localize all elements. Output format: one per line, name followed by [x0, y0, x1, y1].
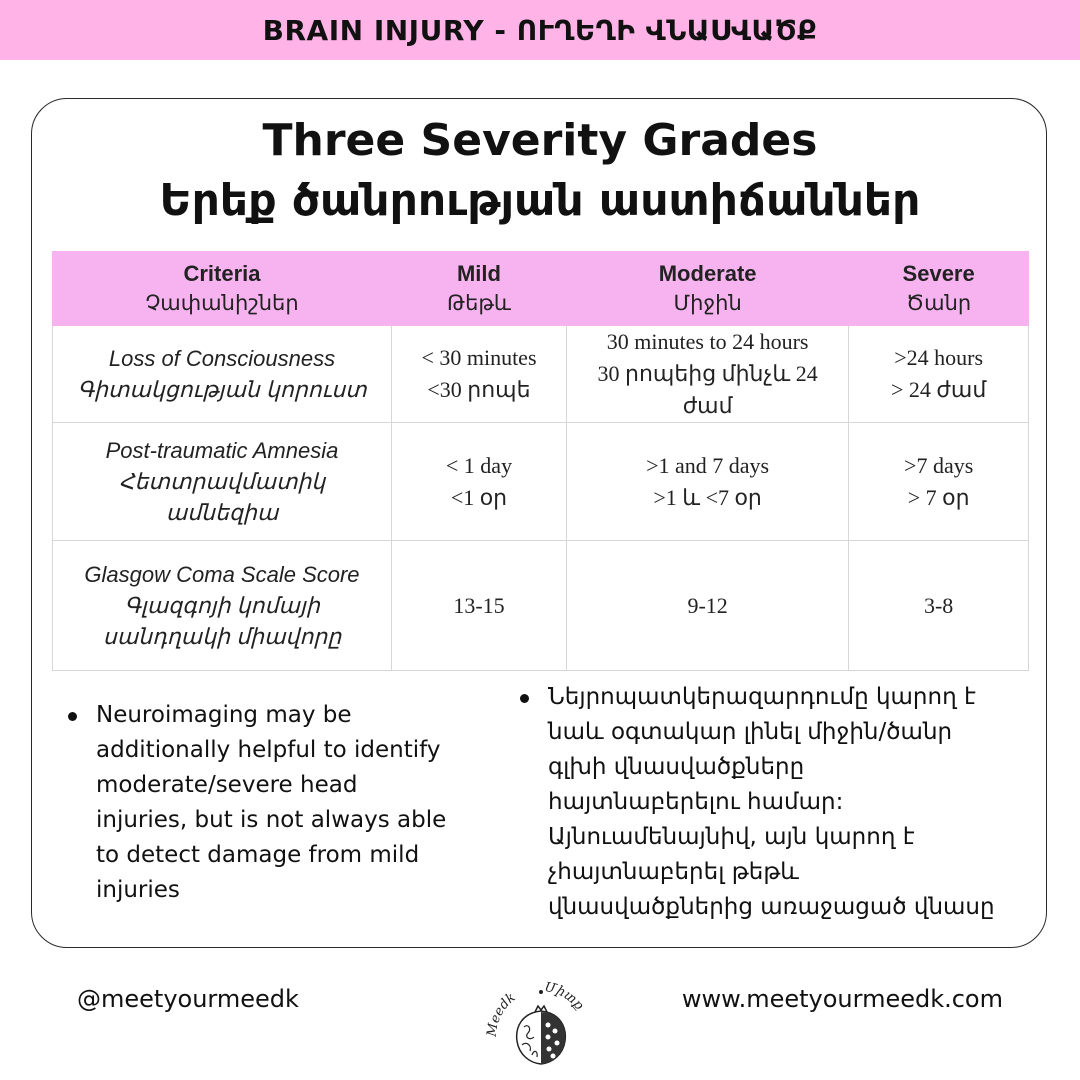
svg-text:Meedk	[484, 990, 518, 1039]
severe-cell	[849, 326, 1029, 423]
header-mild-en: Mild	[456, 260, 501, 286]
moderate-hy: >1 և <7 օր	[653, 484, 762, 510]
note-line: additionally helpful to identify	[96, 737, 441, 763]
criteria-hy-line1: Գլազգոյի կոմայի	[124, 593, 320, 618]
page-title-armenian: Երեք ծանրության աստիճաններ	[159, 175, 921, 226]
table-header-row	[53, 252, 1029, 326]
header-severe	[849, 252, 1029, 326]
svg-text:Միտք	[543, 980, 586, 1013]
note-line: գլխի վնասվածքները	[548, 754, 805, 780]
logo-dot	[539, 990, 543, 994]
meedk-logo	[482, 975, 600, 1067]
table-row	[53, 326, 1029, 423]
header-criteria-hy: Չափանիշներ	[145, 291, 299, 315]
moderate-cell	[566, 423, 848, 541]
note-line: injuries	[96, 877, 180, 903]
severe-cell	[849, 423, 1029, 541]
note-line: Neuroimaging may be	[96, 702, 352, 728]
header-moderate-en: Moderate	[658, 260, 757, 286]
criteria-cell	[53, 541, 392, 671]
note-armenian	[518, 680, 1018, 925]
severe-cell: 3-8	[849, 541, 1029, 671]
bullet-icon	[68, 712, 77, 721]
severity-table	[52, 251, 1029, 671]
moderate-cell	[566, 326, 848, 423]
moderate-en: 30 minutes to 24 hours	[606, 329, 809, 354]
note-line: Նեյրոպատկերազարդումը կարող է	[548, 684, 976, 710]
criteria-en: Post-traumatic Amnesia	[105, 438, 339, 463]
criteria-cell	[53, 423, 392, 541]
criteria-en: Glasgow Coma Scale Score	[84, 562, 360, 587]
mild-cell	[391, 423, 566, 541]
severe-hy: > 7 օր	[907, 484, 970, 510]
note-line: հայտնաբերելու համար:	[548, 789, 844, 815]
header-mild	[391, 252, 566, 326]
logo-text-right: Միտք	[543, 979, 587, 1014]
header-severe-hy: Ծանր	[906, 291, 972, 315]
criteria-hy-line2: սանդղակի միավորը	[102, 624, 342, 649]
banner-title: BRAIN INJURY - ՈՒՂԵՂԻ ՎՆԱՍՎԱԾՔ	[262, 13, 818, 47]
moderate-hy: 30 րոպեից մինչև 24 ժամ	[597, 361, 818, 418]
mild-cell	[391, 326, 566, 423]
criteria-hy: Հետտրավմատիկ ամնեզիա	[118, 469, 326, 525]
social-handle[interactable]: @meetyourmeedk	[77, 985, 299, 1013]
table-row	[53, 541, 1029, 671]
mild-en: < 1 day	[445, 452, 513, 478]
pomegranate-icon	[517, 1006, 566, 1064]
note-line: moderate/severe head	[96, 772, 358, 798]
bullet-icon	[520, 694, 529, 703]
top-banner	[0, 0, 1080, 60]
severe-en: >7 days	[904, 452, 974, 478]
header-moderate	[566, 252, 848, 326]
severe-hy: > 24 ժամ	[891, 377, 987, 402]
moderate-cell: 9-12	[566, 541, 848, 671]
header-criteria-en: Criteria	[183, 260, 261, 286]
criteria-hy: Գիտակցության կորուստ	[77, 377, 367, 402]
criteria-cell	[53, 326, 392, 423]
website-link[interactable]: www.meetyourmeedk.com	[681, 985, 1003, 1013]
mild-hy: <30 րոպե	[427, 377, 531, 402]
note-english	[66, 698, 496, 908]
note-line: վնասվածքներից առաջացած վնասը	[548, 894, 995, 920]
header-moderate-hy: Միջին	[673, 291, 742, 315]
moderate-en: >1 and 7 days	[646, 452, 770, 478]
header-severe-en: Severe	[902, 260, 975, 286]
header-criteria	[53, 252, 392, 326]
note-line: Այնուամենայնիվ, այն կարող է	[548, 824, 915, 850]
mild-en: < 30 minutes	[421, 345, 537, 370]
page-title: Three Severity Grades	[262, 115, 818, 166]
criteria-en: Loss of Consciousness	[108, 346, 336, 371]
note-line: injuries, but is not always able	[96, 807, 447, 833]
mild-cell: 13-15	[391, 541, 566, 671]
mild-hy: <1 օր	[450, 484, 508, 510]
table-row	[53, 423, 1029, 541]
severe-en: >24 hours	[894, 345, 984, 370]
note-line: to detect damage from mild	[96, 842, 420, 868]
list-item	[518, 680, 1018, 925]
header-mild-hy: Թեթև	[447, 291, 511, 315]
note-line: նաև օգտակար լինել միջին/ծանր	[548, 719, 953, 745]
note-line: չհայտնաբերել թեթև	[548, 859, 799, 885]
logo-text-left: Meedk	[484, 990, 519, 1038]
list-item	[66, 698, 496, 908]
